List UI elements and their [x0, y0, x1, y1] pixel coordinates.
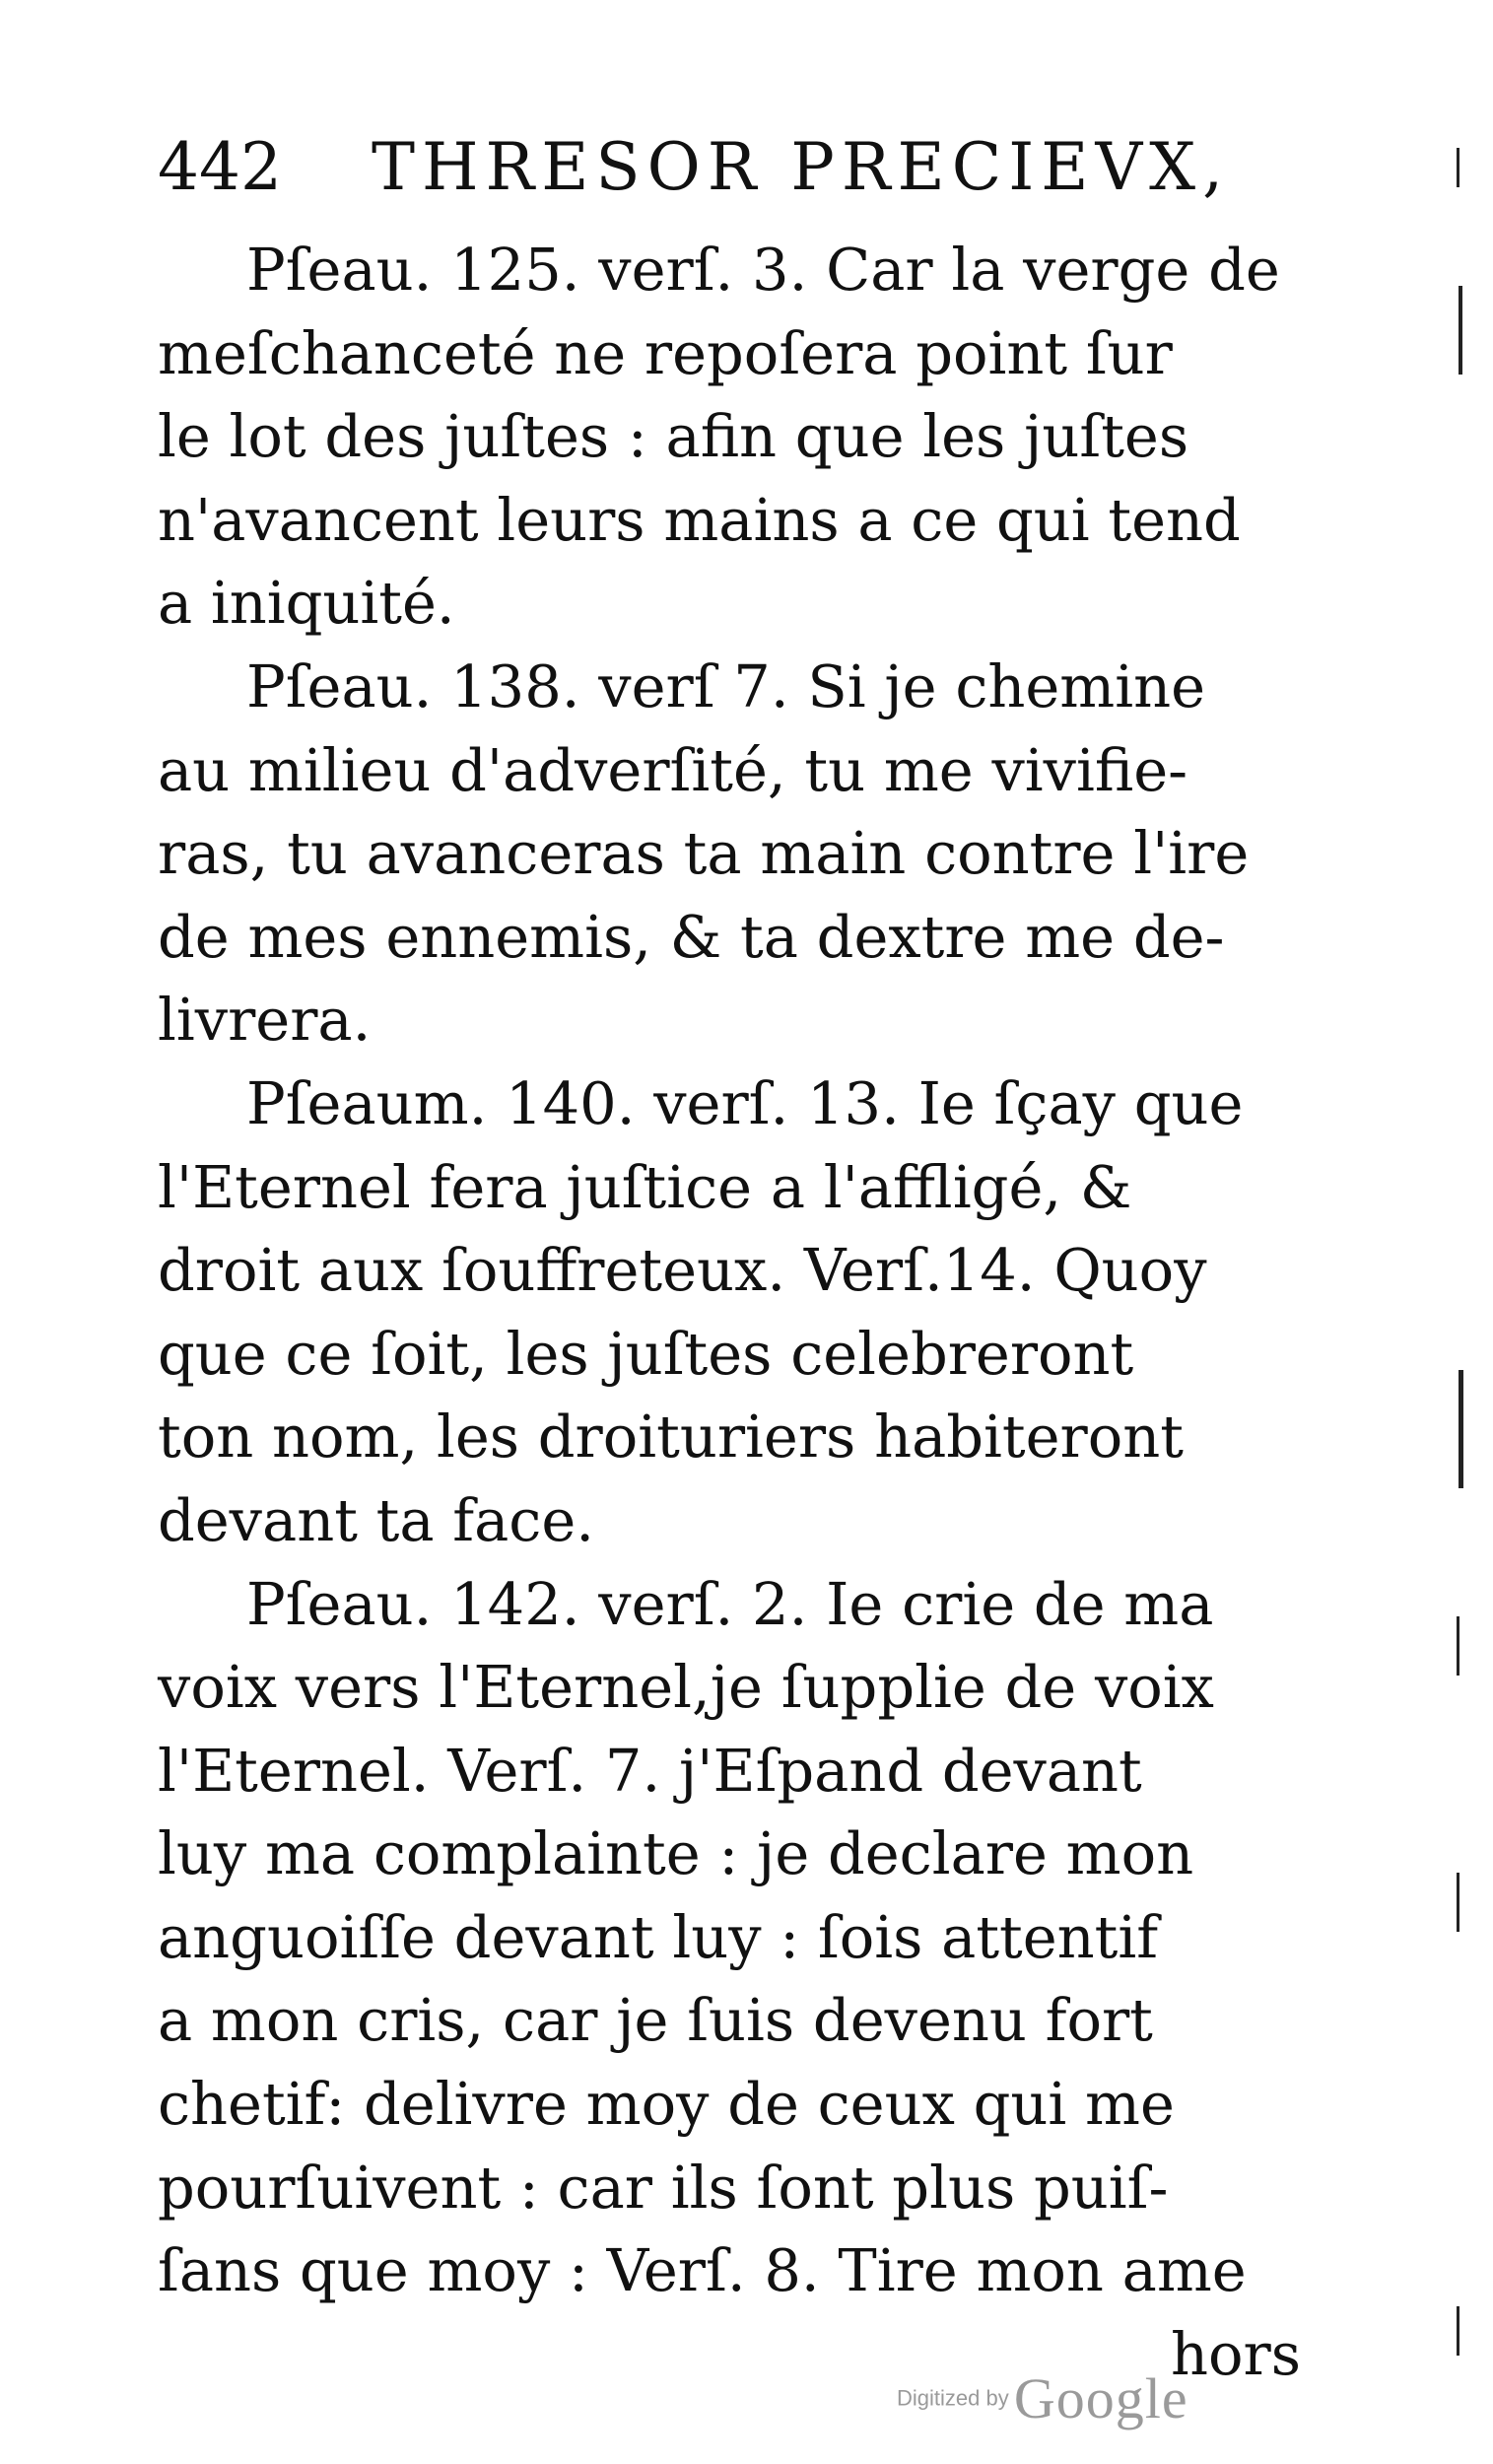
margin-mark	[1457, 1873, 1459, 1932]
text-line: au milieu d'adverſité, tu me vivifie-	[158, 735, 1188, 804]
digitizer-prefix: Digitized by	[897, 2385, 1009, 2411]
text-line: ton nom, les droituriers habiteront	[158, 1403, 1184, 1472]
text-line: Pſeau. 142. verſ. 2. Ie crie de ma	[246, 1569, 1214, 1638]
catchword: hors	[1170, 2319, 1301, 2388]
text-line: luy ma complainte : je declare mon	[158, 1819, 1194, 1888]
text-line: devant ta face.	[158, 1485, 595, 1554]
margin-mark	[1457, 1616, 1459, 1676]
text-line: l'Eternel. Verſ. 7. j'Eſpand devant	[158, 1736, 1142, 1805]
text-line: droit aux ſouffreteux. Verſ.14. Quoy	[158, 1236, 1207, 1305]
text-line: voix vers l'Eternel,je ſupplie de voix	[158, 1653, 1214, 1722]
margin-mark	[1457, 148, 1459, 187]
text-line: de mes ennemis, & ta dextre me de-	[158, 902, 1225, 971]
running-title: THRESOR PRECIEVX,	[371, 129, 1231, 205]
text-line: Pſeaum. 140. verſ. 13. Ie ſçay que	[246, 1068, 1244, 1137]
text-line: ſans que moy : Verſ. 8. Tire mon ame	[158, 2236, 1247, 2305]
digitizer-brand: Google	[1013, 2366, 1188, 2430]
text-line: Pſeau. 125. verſ. 3. Car la verge de	[246, 236, 1280, 304]
text-line: livrera.	[158, 986, 372, 1055]
text-line: l'Eternel fera juſtice a l'affligé, &	[158, 1152, 1132, 1221]
text-line: pourſuivent : car ils ſont plus puiſ-	[158, 2153, 1169, 2222]
text-line: ras, tu avanceras ta main contre l'ire	[158, 819, 1250, 888]
body-text	[158, 229, 1370, 2396]
text-line: a iniquité.	[158, 569, 455, 638]
margin-mark	[1459, 286, 1462, 375]
page-header	[158, 118, 1232, 217]
text-line: le lot des juſtes : afin que les juſtes	[158, 402, 1189, 471]
text-line: meſchanceté ne repoſera point ſur	[158, 318, 1173, 387]
text-line: chetif: delivre moy de ceux qui me	[158, 2070, 1175, 2139]
digitizer-watermark	[897, 2365, 1222, 2434]
text-line: n'avancent leurs mains a ce qui tend	[158, 485, 1241, 554]
text-line: a mon cris, car je ſuis devenu fort	[158, 1986, 1153, 2055]
text-line: Pſeau. 138. verſ 7. Si je chemine	[246, 651, 1206, 720]
margin-mark	[1457, 2306, 1459, 2356]
text-line: anguoiſſe devant luy : ſois attentif	[158, 1902, 1159, 1971]
margin-mark	[1459, 1370, 1463, 1488]
page-number: 442	[158, 129, 282, 205]
text-line: que ce ſoit, les juſtes celebreront	[158, 1319, 1134, 1388]
